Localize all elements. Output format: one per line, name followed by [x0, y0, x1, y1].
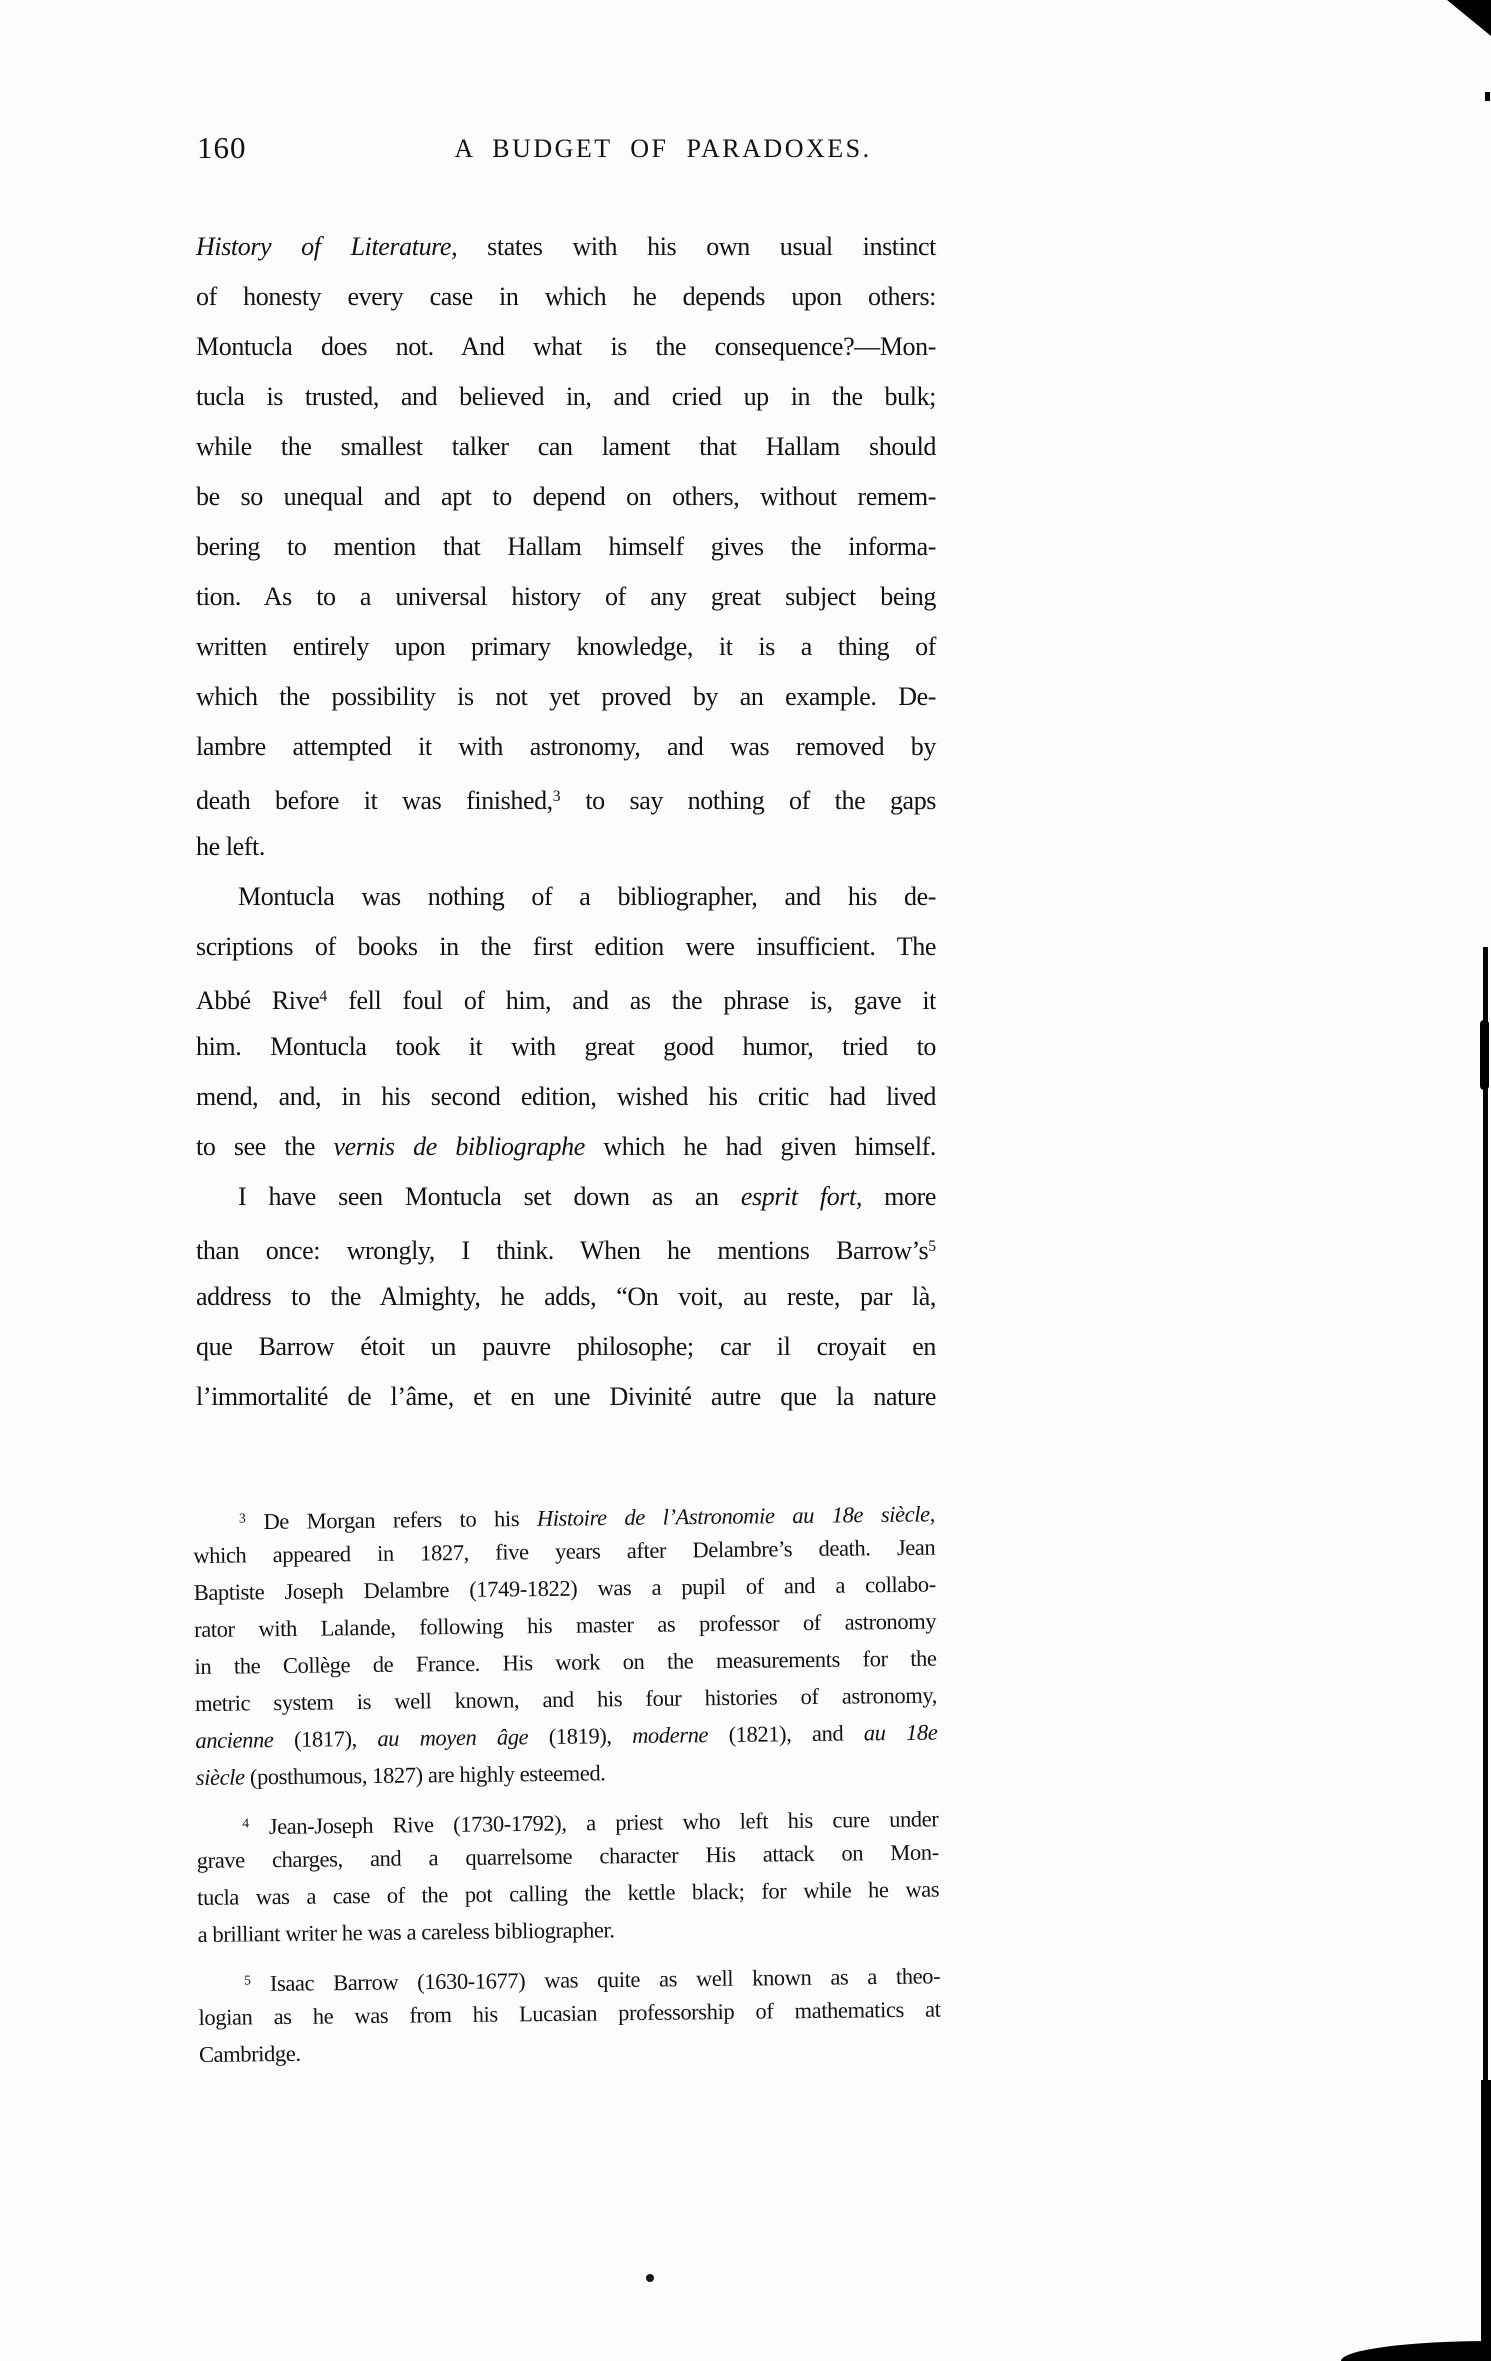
text-run: a brilliant writer he was a careless bibliographer. [197, 1917, 615, 1947]
text-line [196, 1322, 936, 1372]
scan-page-edge-thick [1481, 2080, 1491, 2361]
text-line [196, 322, 936, 372]
page-header [0, 130, 1491, 174]
text-line [196, 422, 936, 472]
text-run: to say nothing of the gaps [560, 785, 937, 815]
text-run: (1819), [528, 1723, 633, 1750]
text-run: lambre attempted it with astronomy, and was removed by [196, 732, 936, 761]
footnote-reference: 4 [319, 988, 328, 1005]
text-run: in the Collège de France. His work on the measurements for the [194, 1645, 937, 1680]
text-run: moderne [631, 1722, 709, 1749]
text-run: Histoire de l’Astronomie au 18e siècle, [536, 1501, 936, 1531]
text-run: tucla is trusted, and believed in, and cried up in the bulk; [196, 382, 936, 411]
text-run: more [861, 1182, 936, 1211]
text-line [196, 622, 936, 672]
scan-corner-shadow [1447, 0, 1491, 36]
text-run: History of Literature, [196, 232, 458, 261]
text-run: Baptiste Joseph Delambre (1749-1822) was a pupil of and a collabo- [193, 1571, 936, 1606]
text-run: he left. [196, 832, 265, 861]
text-line [197, 1908, 939, 1953]
page-body [196, 222, 936, 1422]
text-line [196, 1172, 936, 1222]
footnote-reference: 4 [242, 1815, 250, 1831]
text-run: tucla was a case of the pot calling the kettle black; for while he was [197, 1876, 940, 1910]
text-run: Montucla was nothing of a bibliographer, and his de- [238, 882, 936, 911]
footnote [193, 1492, 938, 1796]
footnote [196, 1797, 940, 1953]
text-run: (1817), [273, 1725, 378, 1753]
text-run: Isaac Barrow (1630-1677) was quite as well known as a theo- [250, 1963, 941, 1997]
text-run: death before it was finished, [196, 785, 553, 815]
scan-bottom-corner-shadow [1341, 2341, 1491, 2361]
text-run: states with his own usual instinct [457, 232, 936, 261]
footnote-reference: 3 [238, 1510, 246, 1526]
footnote-reference: 5 [244, 1972, 251, 1988]
scan-edge-speck [1485, 92, 1490, 101]
text-run: Abbé Rive [196, 985, 320, 1015]
text-run: esprit fort, [740, 1182, 862, 1211]
text-run: au moyen âge [377, 1724, 529, 1751]
text-run: Cambridge. [198, 2040, 301, 2067]
text-run: written entirely upon primary knowledge, it is a thing of [196, 632, 936, 661]
text-run: siècle [195, 1764, 245, 1791]
body-paragraph [196, 872, 936, 1172]
footnote [198, 1954, 941, 2073]
text-line [196, 1072, 936, 1122]
body-paragraph [196, 222, 936, 872]
text-line [196, 1372, 936, 1422]
text-run: tion. As to a universal history of any great subject being [196, 582, 936, 611]
text-run: Jean-Joseph Rive (1730-1792), a priest who left his cure under [249, 1806, 939, 1840]
text-line [196, 272, 936, 322]
text-line [196, 372, 936, 422]
text-run: to see the [196, 1132, 334, 1161]
text-run: vernis de bibliographe [333, 1132, 585, 1161]
text-line [196, 1022, 936, 1072]
text-run: I have seen Montucla set down as an [238, 1182, 741, 1211]
text-run: of honesty every case in which he depends upon others: [196, 282, 936, 311]
footnotes [193, 1492, 942, 2082]
text-line [196, 772, 936, 822]
text-run: au 18e [863, 1719, 938, 1746]
text-run: ancienne [195, 1727, 274, 1754]
text-line [196, 522, 936, 572]
text-run: De Morgan refers to his [245, 1505, 538, 1535]
text-run: l’immortalité de l’âme, et en une Divinité autre que la nature [196, 1382, 936, 1411]
text-run: be so unequal and apt to depend on others, without remem- [196, 482, 936, 511]
text-run: metric system is well known, and his four histories of astronomy, [194, 1682, 938, 1717]
text-line [196, 822, 936, 872]
footnote-reference: 3 [552, 788, 561, 805]
text-run: fell foul of him, and as the phrase is, gave it [327, 985, 936, 1015]
text-line [196, 872, 936, 922]
text-run: Montucla does not. And what is the consequence?—Mon- [196, 332, 936, 361]
scan-edge-smudge [1480, 1020, 1489, 1090]
text-run: while the smallest talker can lament that Hallam should [196, 432, 936, 461]
text-run: him. Montucla took it with great good humor, tried to [196, 1032, 936, 1061]
text-run: grave charges, and a quarrelsome character His attack on Mon- [196, 1839, 939, 1873]
text-line [196, 1122, 936, 1172]
text-line [196, 472, 936, 522]
text-line [196, 572, 936, 622]
text-run: which appeared in 1827, five years after Delambre’s death. Jean [193, 1534, 936, 1569]
text-line [196, 1751, 938, 1796]
text-run: rator with Lalande, following his master as professor of astronomy [194, 1608, 937, 1643]
text-line [196, 1222, 936, 1272]
text-line [196, 672, 936, 722]
body-paragraph [196, 1172, 936, 1422]
text-line [196, 922, 936, 972]
text-line [196, 1272, 936, 1322]
text-run: mend, and, in his second edition, wished his critic had lived [196, 1082, 936, 1111]
text-run: (posthumous, 1827) are highly esteemed. [244, 1760, 606, 1790]
text-run: which the possibility is not yet proved by an example. De- [196, 682, 936, 711]
text-run: which he had given himself. [584, 1132, 937, 1161]
text-line [196, 222, 936, 272]
ink-speck [646, 2274, 654, 2282]
text-run: logian as he was from his Lucasian professorship of mathematics at [198, 1996, 941, 2030]
text-run: bering to mention that Hallam himself gives the informa- [196, 532, 936, 561]
text-run: address to the Almighty, he adds, “On voit, au reste, par là, [196, 1282, 936, 1311]
footnote-reference: 5 [928, 1238, 936, 1255]
text-run: que Barrow étoit un pauvre philosophe; car il croyait en [196, 1332, 936, 1361]
text-run: (1821), and [707, 1720, 864, 1748]
text-line [196, 972, 936, 1022]
page-number: 160 [197, 130, 247, 165]
text-line [196, 722, 936, 772]
text-run: scriptions of books in the first edition were insufficient. The [196, 932, 936, 961]
text-run: than once: wrongly, I think. When he mentions Barrow’s [196, 1235, 929, 1265]
running-head: A BUDGET OF PARADOXES. [454, 134, 872, 163]
